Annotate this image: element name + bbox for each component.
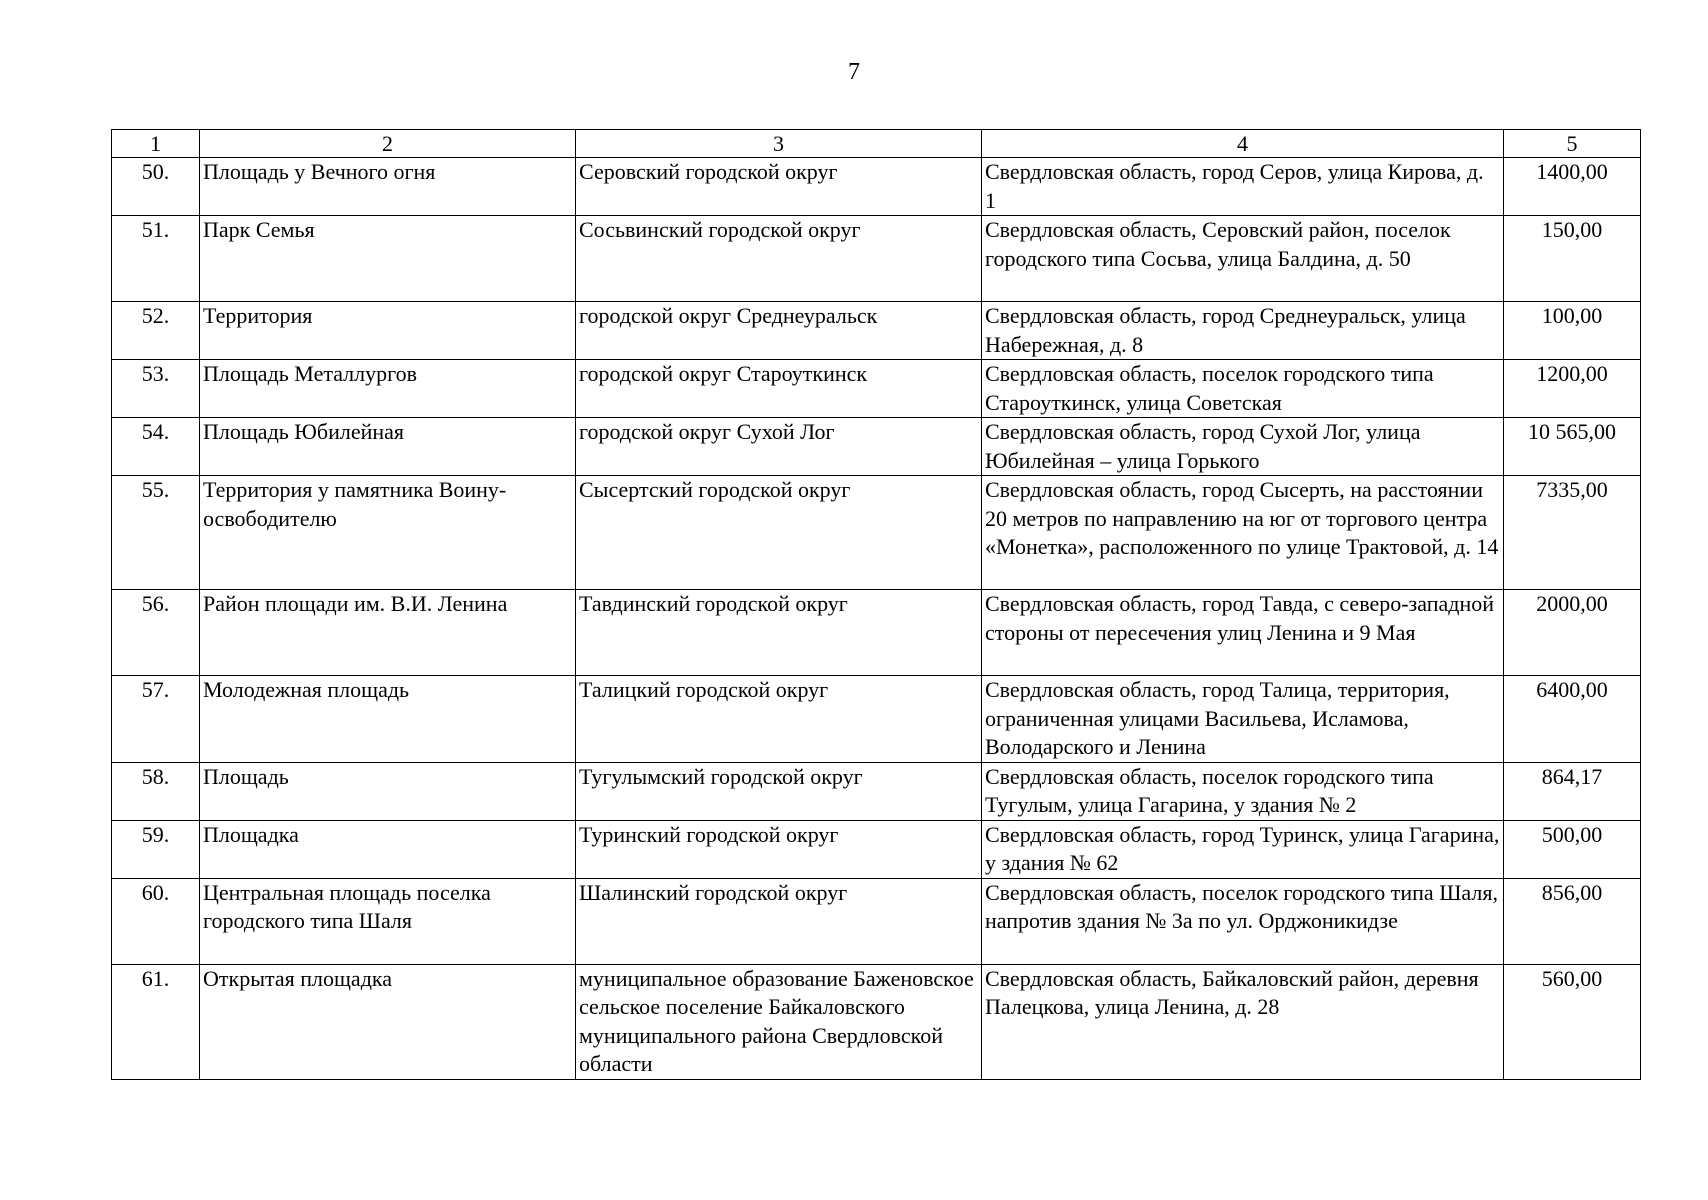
area-value: 150,00: [1504, 216, 1641, 302]
object-name: Открытая площадка: [200, 964, 576, 1079]
address: Свердловская область, город Сысерть, на расстоянии 20 метров по направлению на юг от торгового центра «Монетка», расположенного по улице Трактовой, д. 14: [982, 476, 1504, 590]
table-row: [112, 676, 1641, 763]
object-name: Площадь: [200, 762, 576, 820]
row-number: 52.: [112, 302, 200, 360]
address: Свердловская область, город Талица, территория, ограниченная улицами Васильева, Исламова, Володарского и Ленина: [982, 676, 1504, 763]
object-name: Район площади им. В.И. Ленина: [200, 590, 576, 676]
table-row: [112, 964, 1641, 1079]
objects-table: [111, 129, 1641, 1080]
table-row: [112, 302, 1641, 360]
municipality: Сосьвинский городской округ: [576, 216, 982, 302]
area-value: 100,00: [1504, 302, 1641, 360]
area-value: 6400,00: [1504, 676, 1641, 763]
row-number: 53.: [112, 360, 200, 418]
address: Свердловская область, город Тавда, с северо-западной стороны от пересечения улиц Ленина и 9 Мая: [982, 590, 1504, 676]
municipality: Тугулымский городской округ: [576, 762, 982, 820]
row-number: 55.: [112, 476, 200, 590]
row-number: 60.: [112, 878, 200, 964]
municipality: Тавдинский городской округ: [576, 590, 982, 676]
municipality: Туринский городской округ: [576, 820, 982, 878]
area-value: 2000,00: [1504, 590, 1641, 676]
table-row: [112, 360, 1641, 418]
object-name: Площадь у Вечного огня: [200, 158, 576, 216]
table-row: [112, 216, 1641, 302]
table-row: [112, 820, 1641, 878]
object-name: Площадь Юбилейная: [200, 418, 576, 476]
table-row: [112, 878, 1641, 964]
area-value: 1200,00: [1504, 360, 1641, 418]
address: Свердловская область, Серовский район, поселок городского типа Сосьва, улица Балдина, д. 50: [982, 216, 1504, 302]
row-number: 61.: [112, 964, 200, 1079]
area-value: 1400,00: [1504, 158, 1641, 216]
table-row: [112, 476, 1641, 590]
object-name: Центральная площадь поселка городского типа Шаля: [200, 878, 576, 964]
row-number: 57.: [112, 676, 200, 763]
object-name: Молодежная площадь: [200, 676, 576, 763]
address: Свердловская область, поселок городского типа Шаля, напротив здания № 3а по ул. Орджоникидзе: [982, 878, 1504, 964]
municipality: муниципальное образование Баженовское сельское поселение Байкаловского муниципального района Свердловской области: [576, 964, 982, 1079]
municipality: Сысертский городской округ: [576, 476, 982, 590]
municipality: Серовский городской округ: [576, 158, 982, 216]
row-number: 58.: [112, 762, 200, 820]
municipality: городской округ Сухой Лог: [576, 418, 982, 476]
page-number: 7: [848, 59, 860, 85]
row-number: 56.: [112, 590, 200, 676]
municipality: городской округ Староуткинск: [576, 360, 982, 418]
address: Свердловская область, поселок городского типа Тугулым, улица Гагарина, у здания № 2: [982, 762, 1504, 820]
municipality: Шалинский городской округ: [576, 878, 982, 964]
area-value: 10 565,00: [1504, 418, 1641, 476]
address: Свердловская область, город Серов, улица Кирова, д. 1: [982, 158, 1504, 216]
area-value: 7335,00: [1504, 476, 1641, 590]
area-value: 864,17: [1504, 762, 1641, 820]
address: Свердловская область, город Туринск, улица Гагарина, у здания № 62: [982, 820, 1504, 878]
row-number: 59.: [112, 820, 200, 878]
row-number: 51.: [112, 216, 200, 302]
object-name: Территория: [200, 302, 576, 360]
column-header-3: 3: [576, 130, 982, 158]
municipality: городской округ Среднеуральск: [576, 302, 982, 360]
table-row: [112, 158, 1641, 216]
column-header-2: 2: [200, 130, 576, 158]
row-number: 50.: [112, 158, 200, 216]
object-name: Площадь Металлургов: [200, 360, 576, 418]
object-name: Площадка: [200, 820, 576, 878]
column-header-1: 1: [112, 130, 200, 158]
table-row: [112, 762, 1641, 820]
column-header-5: 5: [1504, 130, 1641, 158]
object-name: Парк Семья: [200, 216, 576, 302]
address: Свердловская область, город Среднеуральск, улица Набережная, д. 8: [982, 302, 1504, 360]
area-value: 856,00: [1504, 878, 1641, 964]
table-row: [112, 590, 1641, 676]
address: Свердловская область, город Сухой Лог, улица Юбилейная – улица Горького: [982, 418, 1504, 476]
area-value: 560,00: [1504, 964, 1641, 1079]
address: Свердловская область, поселок городского типа Староуткинск, улица Советская: [982, 360, 1504, 418]
municipality: Талицкий городской округ: [576, 676, 982, 763]
table-header-row: [112, 130, 1641, 158]
area-value: 500,00: [1504, 820, 1641, 878]
column-header-4: 4: [982, 130, 1504, 158]
table-row: [112, 418, 1641, 476]
address: Свердловская область, Байкаловский район, деревня Палецкова, улица Ленина, д. 28: [982, 964, 1504, 1079]
row-number: 54.: [112, 418, 200, 476]
object-name: Территория у памятника Воину-освободителю: [200, 476, 576, 590]
